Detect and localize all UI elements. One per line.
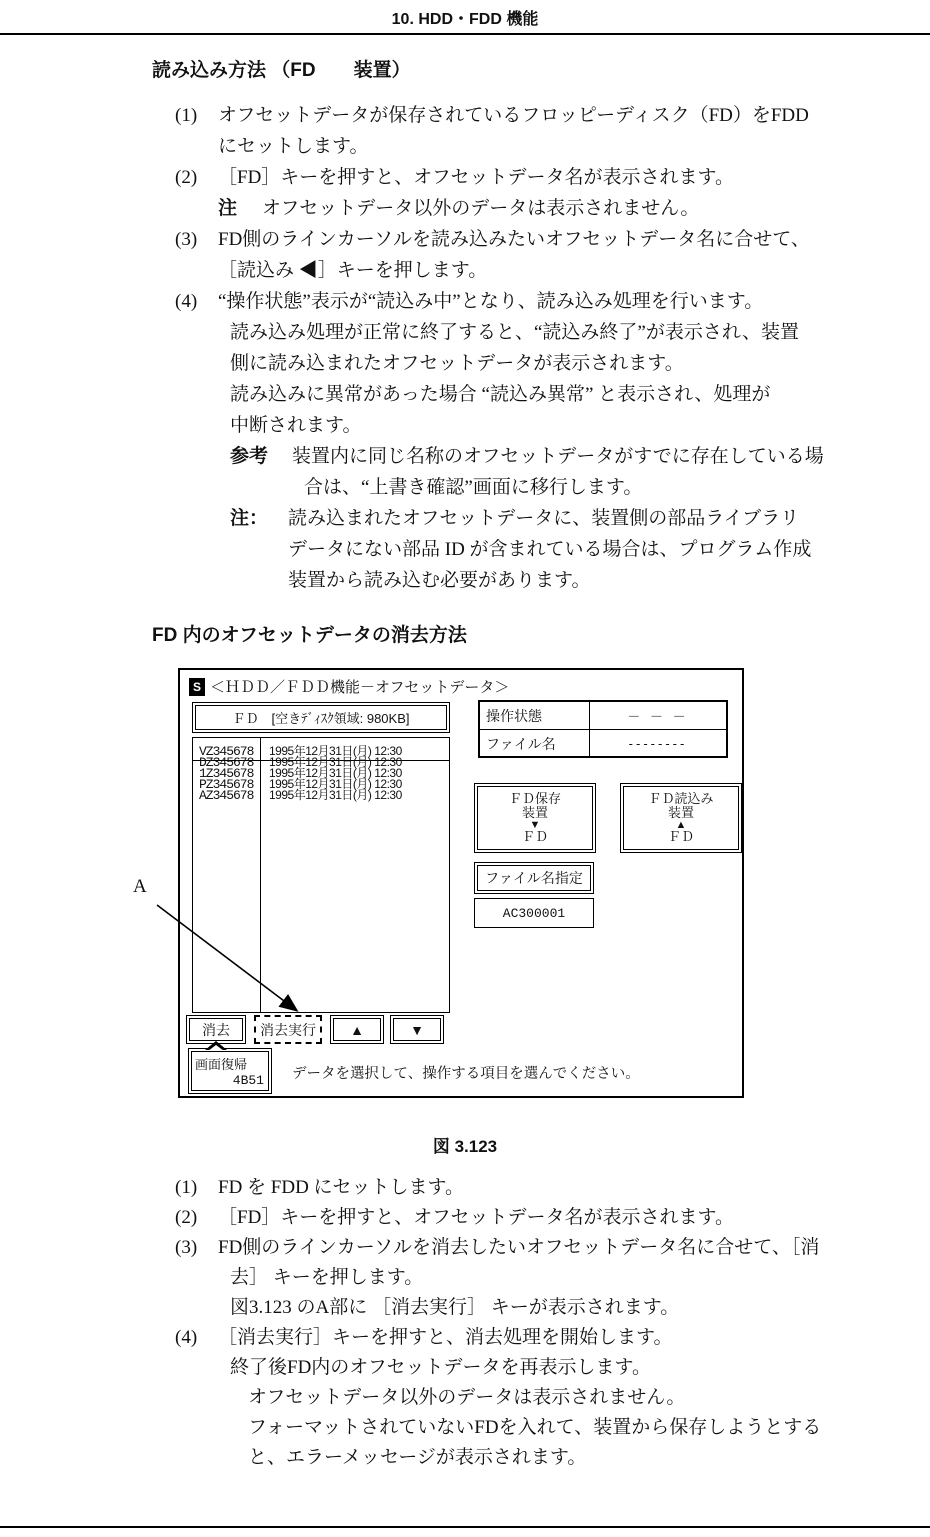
body-line xyxy=(0,348,930,379)
screen-return-button[interactable] xyxy=(188,1048,272,1094)
body-text: オフセットデータが保存されているフロッピーディスク（FD）をFDD xyxy=(218,105,809,126)
fd-save-line1: ＦＤ保存 xyxy=(508,791,561,806)
body-text: ［読込み ◀］キーを押します。 xyxy=(218,260,488,281)
item-number: (4) xyxy=(175,291,198,312)
guidance-message: データを選択して、操作する項目を選んでください。 xyxy=(292,1066,640,1082)
item-number: (3) xyxy=(175,1237,198,1258)
body-line xyxy=(0,255,930,286)
file-name: DZ345678 xyxy=(199,755,254,770)
body-text: 中断されます。 xyxy=(230,415,362,436)
note-label: 注： xyxy=(230,508,269,529)
body-text: オフセットデータ以外のデータは表示されません。 xyxy=(262,198,700,219)
body-text: 終了後FD内のオフセットデータを再表示します。 xyxy=(230,1357,652,1378)
body-text: 読み込み処理が正常に終了すると、“読込み終了”が表示され、装置 xyxy=(230,322,800,343)
body-line xyxy=(0,1263,930,1293)
down-triangle-icon: ▼ xyxy=(393,1018,441,1041)
item-number: (1) xyxy=(175,105,198,126)
erase-button[interactable] xyxy=(186,1015,246,1044)
list-item[interactable] xyxy=(193,789,449,802)
body-text: 読み込まれたオフセットデータに、装置側の部品ライブラリ xyxy=(288,508,800,529)
body-line xyxy=(0,224,930,255)
file-name: PZ345678 xyxy=(199,777,254,792)
body-line xyxy=(0,441,930,472)
body-line xyxy=(0,162,930,193)
body-text: 去］ キーを押します。 xyxy=(230,1267,424,1288)
body-line xyxy=(0,1293,930,1323)
operation-status-label: 操作状態 xyxy=(480,702,590,729)
body-line xyxy=(0,565,930,596)
file-date: 1995年12月31日(月) 12:30 xyxy=(269,766,402,780)
screen-title-text: ＜ＨＤＤ／ＦＤＤ機能－オフセットデータ＞ xyxy=(210,679,510,696)
fd-save-line2: 装置 xyxy=(521,805,548,820)
figure-3-123 xyxy=(0,668,930,1100)
fd-save-line3: ＦＤ xyxy=(521,829,548,844)
filename-specify-button[interactable] xyxy=(474,862,594,894)
body-text: と、エラーメッセージが表示されます。 xyxy=(248,1447,587,1468)
file-name-label: ファイル名 xyxy=(480,730,590,757)
table-row xyxy=(480,702,726,729)
erase-execute-button[interactable] xyxy=(254,1015,322,1044)
item-number: (2) xyxy=(175,1207,198,1228)
fd-load-line3: ＦＤ xyxy=(667,829,694,844)
body-line xyxy=(0,1233,930,1263)
body-text: 側に読み込まれたオフセットデータが表示されます。 xyxy=(230,353,684,374)
item-number: (3) xyxy=(175,229,198,250)
body-line xyxy=(0,379,930,410)
operation-status-value: － － － xyxy=(627,709,689,724)
body-line xyxy=(0,534,930,565)
body-line xyxy=(0,410,930,441)
file-name-value: -------- xyxy=(628,736,688,751)
body-text: “操作状態”表示が“読込み中”となり、読み込み処理を行います。 xyxy=(218,291,764,312)
body-line xyxy=(0,100,930,131)
body-text: データにない部品 ID が含まれている場合は、プログラム作成 xyxy=(288,539,812,560)
status-table xyxy=(478,700,728,758)
body-line xyxy=(0,1323,930,1353)
item-number: (2) xyxy=(175,167,198,188)
body-text: ［消去実行］キーを押すと、消去処理を開始します。 xyxy=(218,1327,673,1348)
fd-load-line1: ＦＤ読込み xyxy=(648,791,714,806)
item-number: (1) xyxy=(175,1177,198,1198)
screen-return-code: 4B51 xyxy=(232,1073,264,1088)
body-line xyxy=(0,472,930,503)
body-text: 装置内に同じ名称のオフセットデータがすでに存在している場 xyxy=(292,446,824,467)
section-title-erase-method: FD 内のオフセットデータの消去方法 xyxy=(152,625,467,646)
body-line xyxy=(0,1353,930,1383)
screen-return-label: 画面復帰 xyxy=(195,1057,248,1072)
annotation-a-label: A xyxy=(133,876,147,897)
body-line xyxy=(0,193,930,224)
fd-panel-header-label: ＦＤ [空きﾃﾞｨｽｸ領域: 980KB] xyxy=(195,705,447,730)
up-triangle-icon: ▲ xyxy=(333,1018,381,1041)
file-date: 1995年12月31日(月) 12:30 xyxy=(269,744,402,758)
body-line xyxy=(0,131,930,162)
down-arrow-icon: ▼ xyxy=(529,819,541,831)
body-text: 読み込みに異常があった場合 “読込み異常” と表示され、処理が xyxy=(230,384,771,405)
body-text: 合は、“上書き確認”画面に移行します。 xyxy=(304,477,643,498)
filename-specify-label: ファイル名指定 xyxy=(477,865,591,891)
file-name: AZ345678 xyxy=(199,788,254,803)
fd-panel-header xyxy=(192,702,450,733)
body-text: ［FD］キーを押すと、オフセットデータ名が表示されます。 xyxy=(218,167,735,188)
body-text: にセットします。 xyxy=(218,136,369,157)
body-text: 図3.123 のA部に ［消去実行］ キーが表示されます。 xyxy=(230,1297,680,1318)
file-date: 1995年12月31日(月) 12:30 xyxy=(269,755,402,769)
page-header-title: 10. HDD・FDD 機能 xyxy=(391,11,539,28)
body-line xyxy=(0,1203,930,1233)
cursor-down-button[interactable] xyxy=(390,1015,444,1044)
screen-mode-badge: S xyxy=(189,678,205,696)
body-line xyxy=(0,317,930,348)
body-text: ［FD］キーを押すと、オフセットデータ名が表示されます。 xyxy=(218,1207,735,1228)
body-line xyxy=(0,1413,930,1443)
reference-label: 参考 xyxy=(230,446,269,467)
body-text: FD側のラインカーソルを読み込みたいオフセットデータ名に合せて、 xyxy=(218,229,810,250)
body-text: FD側のラインカーソルを消去したいオフセットデータ名に合せて、［消 xyxy=(218,1237,820,1258)
fd-load-button[interactable] xyxy=(620,783,742,853)
body-text: FD を FDD にセットします。 xyxy=(218,1177,465,1198)
note-label: 注 xyxy=(218,198,238,219)
fd-file-list[interactable] xyxy=(192,737,450,1013)
body-line xyxy=(0,1383,930,1413)
erase-execute-label: 消去実行 xyxy=(260,1021,316,1038)
erase-button-label: 消去 xyxy=(189,1018,243,1041)
file-name: 1Z345678 xyxy=(199,766,254,781)
screen-title xyxy=(189,676,509,697)
body-line xyxy=(0,503,930,534)
footer-rule xyxy=(0,1526,930,1528)
body-text: 装置から読み込む必要があります。 xyxy=(288,570,591,591)
up-arrow-icon: ▲ xyxy=(675,819,687,831)
section-title-read-method: 読み込み方法 （FD 装置） xyxy=(152,60,411,81)
fd-save-button[interactable] xyxy=(474,783,596,853)
item-number: (4) xyxy=(175,1327,198,1348)
fd-load-line2: 装置 xyxy=(667,805,694,820)
body-line xyxy=(0,286,930,317)
file-date: 1995年12月31日(月) 12:30 xyxy=(269,788,402,802)
header-rule xyxy=(0,33,930,35)
figure-caption: 図 3.123 xyxy=(432,1137,498,1156)
file-date: 1995年12月31日(月) 12:30 xyxy=(269,777,402,791)
body-line xyxy=(0,1443,930,1473)
cursor-up-button[interactable] xyxy=(330,1015,384,1044)
file-name: VZ345678 xyxy=(199,744,254,759)
body-text: フォーマットされていないFDを入れて、装置から保存しようとする xyxy=(248,1417,822,1438)
body-text: オフセットデータ以外のデータは表示されません。 xyxy=(248,1387,686,1408)
table-row xyxy=(480,729,726,757)
body-line xyxy=(0,1173,930,1203)
filename-value-box: AC300001 xyxy=(474,898,594,928)
